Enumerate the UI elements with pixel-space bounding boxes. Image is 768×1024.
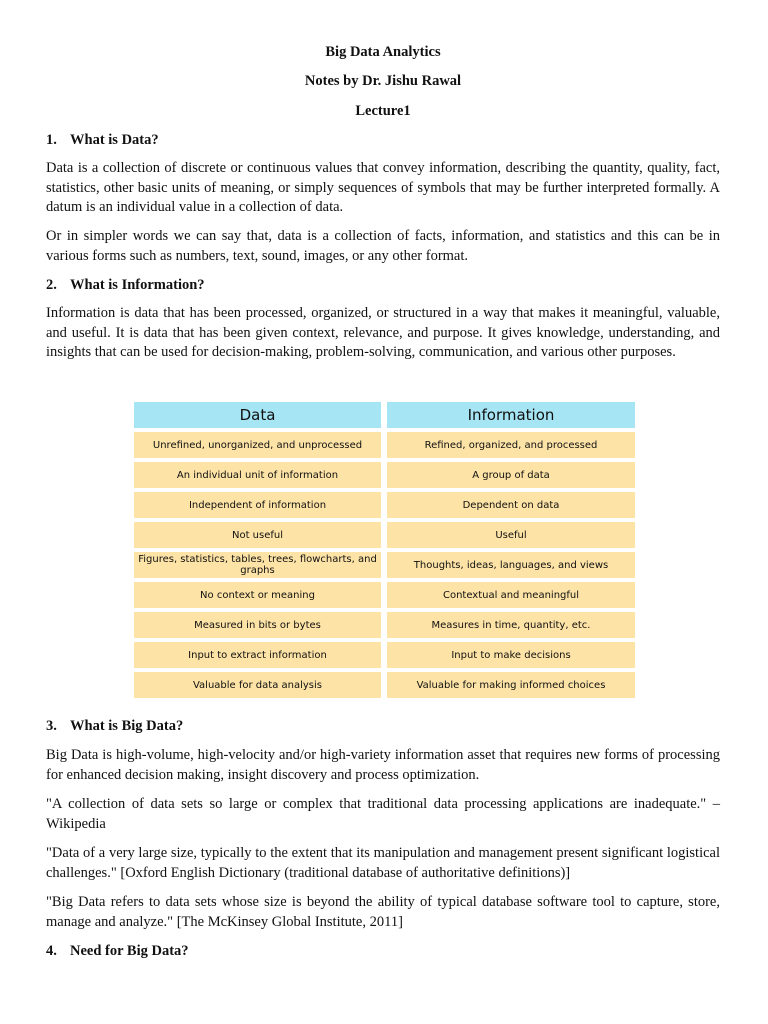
table-cell: Independent of information	[134, 492, 381, 518]
section-title: What is Big Data?	[70, 718, 184, 734]
table-cell: An individual unit of information	[134, 462, 381, 488]
section-title: What is Data?	[70, 132, 159, 148]
table-cell: Figures, statistics, tables, trees, flowcharts, and graphs	[134, 552, 381, 578]
section-title: Need for Big Data?	[70, 943, 189, 959]
table-cell: Measures in time, quantity, etc.	[387, 612, 635, 638]
section-2-paragraph-1: Information is data that has been processed, organized, or structured in a way that makes it meaningful, valuable, and useful. It is data that has been given context, relevance, and purpose. It gives knowledge, understanding, and insights that can be used for decision-making, problem-solving, communication, and various other purposes.	[46, 305, 720, 360]
section-number: 2.	[46, 277, 57, 293]
table-cell: Input to extract information	[134, 642, 381, 668]
section-number: 1.	[46, 132, 57, 148]
section-1-paragraph-2: Or in simpler words we can say that, data is a collection of facts, information, and statistics and this can be in various forms such as numbers, text, sound, images, or any other format.	[46, 228, 720, 264]
table-cell: Valuable for data analysis	[134, 672, 381, 698]
column-header-information: Information	[387, 402, 635, 428]
table-cell: No context or meaning	[134, 582, 381, 608]
section-3-paragraph-2: "A collection of data sets so large or complex that traditional data processing applications are inadequate." – Wikipedia	[46, 796, 720, 832]
document-title: Big Data Analytics	[325, 44, 441, 60]
table-cell: Dependent on data	[387, 492, 635, 518]
section-number: 4.	[46, 943, 57, 959]
table-cell: Not useful	[134, 522, 381, 548]
table-cell: Thoughts, ideas, languages, and views	[387, 552, 635, 578]
section-number: 3.	[46, 718, 57, 734]
column-header-data: Data	[134, 402, 381, 428]
table-cell: Contextual and meaningful	[387, 582, 635, 608]
data-vs-information-table	[134, 402, 635, 698]
lecture-label: Lecture1	[355, 103, 411, 119]
section-heading-3	[46, 717, 183, 735]
table-cell: Measured in bits or bytes	[134, 612, 381, 638]
table-cell: Valuable for making informed choices	[387, 672, 635, 698]
section-1-paragraph-1: Data is a collection of discrete or continuous values that convey information, describing the quantity, quality, fact, statistics, other basic units of meaning, or simply sequences of symbols that may be further interpreted formally. A datum is an individual value in a collection of data.	[46, 160, 720, 215]
section-3-paragraph-1: Big Data is high-volume, high-velocity and/or high-variety information asset that requires new forms of processing for enhanced decision making, insight discovery and process optimization.	[46, 747, 720, 783]
section-heading-2	[46, 276, 205, 294]
section-3-paragraph-4: "Big Data refers to data sets whose size is beyond the ability of typical database software tool to capture, store, manage and analyze." [The McKinsey Global Institute, 2011]	[46, 894, 720, 930]
section-heading-1	[46, 131, 159, 149]
table-cell: Useful	[387, 522, 635, 548]
table-cell: Refined, organized, and processed	[387, 432, 635, 458]
table-cell: Unrefined, unorganized, and unprocessed	[134, 432, 381, 458]
section-title: What is Information?	[70, 277, 205, 293]
table-cell: A group of data	[387, 462, 635, 488]
section-heading-4	[46, 942, 189, 960]
document-author: Notes by Dr. Jishu Rawal	[304, 73, 462, 89]
section-3-paragraph-3: "Data of a very large size, typically to the extent that its manipulation and management present significant logistical challenges." [Oxford English Dictionary (traditional database of authoritative definitions)]	[46, 845, 720, 881]
table-cell: Input to make decisions	[387, 642, 635, 668]
